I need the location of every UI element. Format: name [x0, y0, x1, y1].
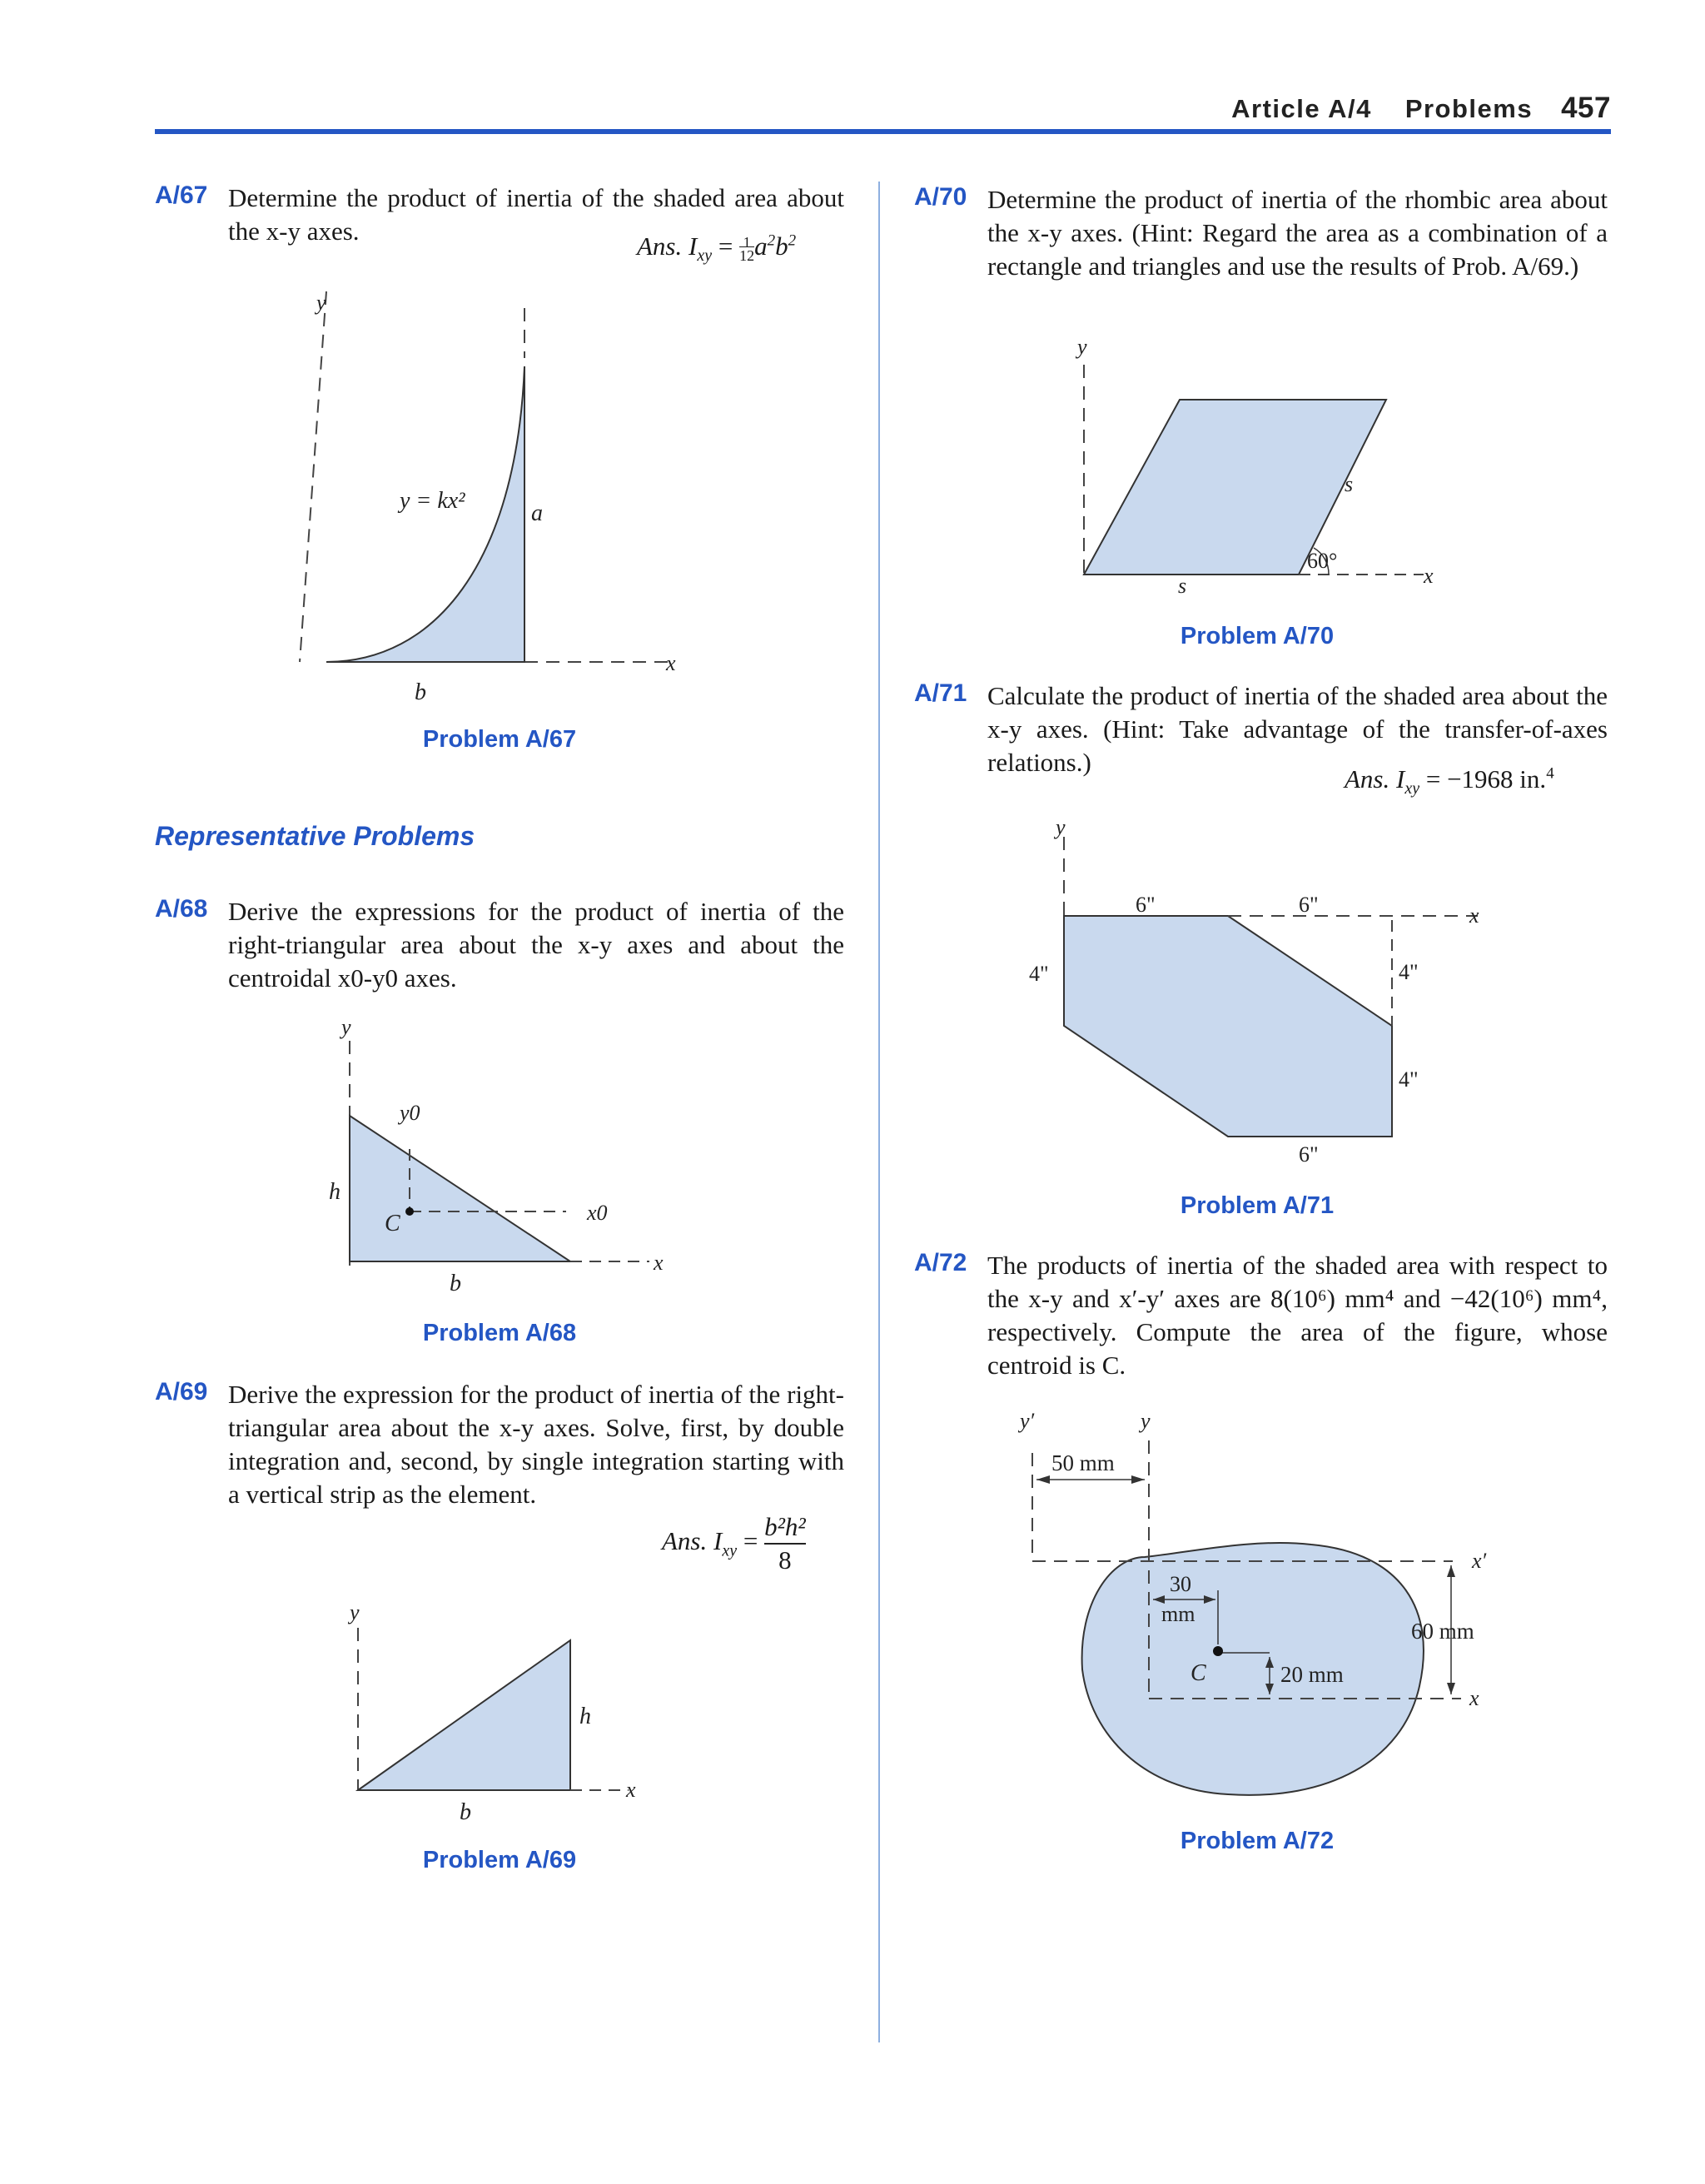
- section-title: Representative Problems: [155, 821, 475, 851]
- x-axis-label: x: [1469, 903, 1479, 928]
- problem-text: Calculate the product of inertia of the shaded area about the x-y axes. (Hint: Take advantage of the transfer-of-axes relations.): [987, 681, 1608, 777]
- side-label: s: [1178, 574, 1187, 598]
- y0-label: y0: [400, 1101, 420, 1125]
- height-label: h: [329, 1179, 341, 1205]
- dim-30-unit: mm: [1161, 1602, 1195, 1626]
- header-article: Article A/4: [1231, 94, 1372, 123]
- base-label: b: [460, 1799, 471, 1825]
- dim-label: 4": [1399, 960, 1419, 984]
- y-prime-label: y′: [1020, 1409, 1035, 1433]
- x-prime-label: x′: [1472, 1549, 1487, 1573]
- caption-a67: Problem A/67: [422, 726, 577, 753]
- dim-label: 6": [1299, 1142, 1319, 1167]
- answer: Ans. $I_{xy} = -1968$ in.$^4$: [1345, 764, 1554, 798]
- y-axis-label: y: [1077, 335, 1087, 359]
- dim-label: 4": [1399, 1067, 1419, 1092]
- x-axis-label: x: [666, 651, 676, 675]
- y-axis-label: y: [316, 291, 326, 315]
- caption-a72: Problem A/72: [1180, 1828, 1335, 1854]
- problem-text: Derive the expressions for the product of inertia of the right-triangular area about the x-y axes and about the centroidal x0-y0 axes.: [228, 897, 844, 993]
- x-axis-label: x: [626, 1778, 636, 1802]
- running-header: [0, 92, 1611, 125]
- problem-number: A/67: [155, 182, 208, 209]
- caption-a69: Problem A/69: [422, 1847, 577, 1873]
- height-label: a: [531, 500, 543, 526]
- base-label: b: [450, 1271, 461, 1296]
- problem-text: Derive the expression for the product of inertia of the right-triangular area about the x-y axes. Solve, first, by double integration and, second, by single integration starting with a vertical strip as the element.: [228, 1380, 844, 1509]
- dim-20: 20 mm: [1280, 1662, 1344, 1687]
- figure-a70: [1057, 333, 1474, 608]
- caption-a70: Problem A/70: [1180, 623, 1335, 649]
- x0-label: x0: [587, 1201, 608, 1225]
- problem-text: The products of inertia of the shaded area with respect to the x-y and x′-y′ axes are 8(10⁶) mm⁴ and −42(10⁶) mm⁴, respectively. Compute the area of the figure, whose centroid is C.: [987, 1251, 1608, 1380]
- answer: Ans. $I_{xy} = 1$ $12a^2b^2$: [637, 231, 797, 266]
- caption-a68: Problem A/68: [422, 1320, 577, 1346]
- dim-50: 50 mm: [1051, 1450, 1115, 1475]
- centroid-label: C: [385, 1211, 400, 1236]
- dim-60: 60 mm: [1411, 1619, 1474, 1644]
- dim-label: 6": [1299, 893, 1319, 917]
- dim-label: 6": [1136, 893, 1156, 917]
- problem-text: Determine the product of inertia of the shaded area about the x-y axes.: [228, 183, 844, 246]
- problem-number: A/68: [155, 895, 208, 923]
- problem-number: A/69: [155, 1378, 208, 1405]
- centroid-label: C: [1191, 1660, 1206, 1686]
- header-rule: [155, 129, 1611, 134]
- figure-a67: [300, 291, 716, 708]
- base-label: b: [415, 679, 426, 705]
- figure-a68: [316, 1016, 699, 1299]
- caption-a71: Problem A/71: [1180, 1192, 1335, 1219]
- y-axis-label: y: [350, 1600, 360, 1624]
- problem-number: A/70: [914, 183, 967, 211]
- x-axis-label: x: [1424, 564, 1434, 588]
- header-section: Problems: [1404, 94, 1534, 123]
- curve-label: y = kx²: [400, 488, 465, 514]
- problem-number: A/72: [914, 1249, 967, 1276]
- problem-text: Determine the product of inertia of the rhombic area about the x-y axes. (Hint: Regard the area as a combination of a rectangle and triangles and use the results of Prob. A/69.): [987, 185, 1608, 281]
- answer: Ans. $I_{xy} = b^2h^2$ 8: [662, 1512, 806, 1575]
- x-axis-label: x: [654, 1251, 664, 1275]
- y-axis-label: y: [1141, 1409, 1151, 1433]
- x-axis-label: x: [1469, 1686, 1479, 1710]
- y-axis-label: y: [341, 1015, 351, 1039]
- problem-number: A/71: [914, 679, 967, 707]
- figure-a72: [1012, 1403, 1528, 1803]
- page-number: 457: [1561, 92, 1611, 124]
- dim-30: 30: [1170, 1572, 1191, 1596]
- dim-label: 4": [1029, 962, 1049, 986]
- y-axis-label: y: [1056, 815, 1066, 839]
- column-divider: [878, 182, 880, 2042]
- angle-label: 60°: [1307, 549, 1338, 573]
- side-label: s: [1345, 472, 1354, 496]
- figure-a71: [1024, 816, 1490, 1174]
- figure-a69: [333, 1599, 683, 1832]
- height-label: h: [579, 1704, 591, 1729]
